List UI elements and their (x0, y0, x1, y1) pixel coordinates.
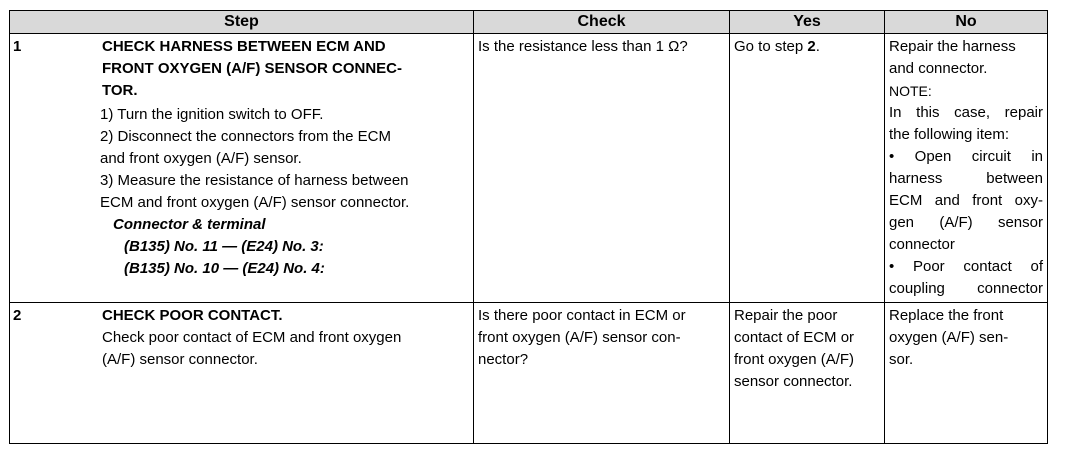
step-cell (10, 34, 474, 303)
check-cell (474, 303, 730, 444)
note-label: NOTE: (889, 83, 932, 99)
no-line: the following item: (889, 126, 1010, 143)
diagnostic-table (9, 10, 1048, 444)
header-yes: Yes (730, 11, 885, 34)
connector-terminal: (B135) No. 10 — (E24) No. 4: (124, 260, 325, 277)
step-title: CHECK POOR CONTACT. (102, 307, 283, 324)
no-line: coupling connector (889, 280, 1043, 297)
no-line: In this case, repair (889, 104, 1043, 121)
no-line: Replace the front (889, 307, 1004, 324)
no-line: harness between (889, 170, 1043, 187)
no-line: Repair the harness (889, 38, 1016, 55)
yes-line: sensor connector. (734, 373, 853, 390)
no-line: gen (A/F) sensor (889, 214, 1043, 231)
no-line: • Poor contact of (889, 258, 1043, 275)
no-cell (885, 34, 1048, 303)
no-line: oxygen (A/F) sen- (889, 329, 1009, 346)
step-number: 2 (13, 307, 22, 324)
step-instruction: (A/F) sensor connector. (102, 351, 258, 368)
header-no: No (885, 11, 1048, 34)
connector-terminal: (B135) No. 11 — (E24) No. 3: (124, 238, 324, 255)
no-line: ECM and front oxy- (889, 192, 1043, 209)
table-row (10, 303, 1048, 444)
table-header-row (10, 11, 1048, 34)
step-title-line: CHECK HARNESS BETWEEN ECM AND (102, 38, 386, 55)
no-line: connector (889, 236, 955, 253)
check-cell: Is the resistance less than 1 Ω? (474, 34, 730, 303)
step-instruction: 2) Disconnect the connectors from the ECM (100, 128, 391, 145)
yes-line: contact of ECM or (734, 329, 855, 346)
check-line: nector? (478, 351, 529, 368)
no-line: • Open circuit in (889, 148, 1043, 165)
table-row (10, 34, 1048, 303)
step-instruction: and front oxygen (A/F) sensor. (100, 150, 302, 167)
header-check: Check (474, 11, 730, 34)
yes-cell (730, 34, 885, 303)
yes-suffix: . (815, 38, 820, 55)
yes-line: front oxygen (A/F) (734, 351, 855, 368)
step-number: 1 (13, 38, 22, 55)
yes-line: Repair the poor (734, 307, 838, 324)
step-instruction: Check poor contact of ECM and front oxygen (102, 329, 402, 346)
step-instruction: 1) Turn the ignition switch to OFF. (100, 106, 324, 123)
step-cell (10, 303, 474, 444)
no-line: and connector. (889, 60, 988, 77)
check-line: front oxygen (A/F) sensor con- (478, 329, 681, 346)
yes-step-ref: 2 (807, 38, 816, 55)
step-title-line: TOR. (102, 82, 138, 99)
step-title-line: FRONT OXYGEN (A/F) SENSOR CONNEC- (102, 60, 403, 77)
no-line: sor. (889, 351, 914, 368)
no-cell (885, 303, 1048, 444)
check-line: Is there poor contact in ECM or (478, 307, 686, 324)
header-step: Step (10, 11, 474, 34)
yes-text: Go to step (734, 38, 808, 55)
step-instruction: 3) Measure the resistance of harness between (100, 172, 409, 189)
connector-label: Connector & terminal (113, 216, 266, 233)
yes-cell (730, 303, 885, 444)
step-instruction: ECM and front oxygen (A/F) sensor connector. (100, 194, 410, 211)
